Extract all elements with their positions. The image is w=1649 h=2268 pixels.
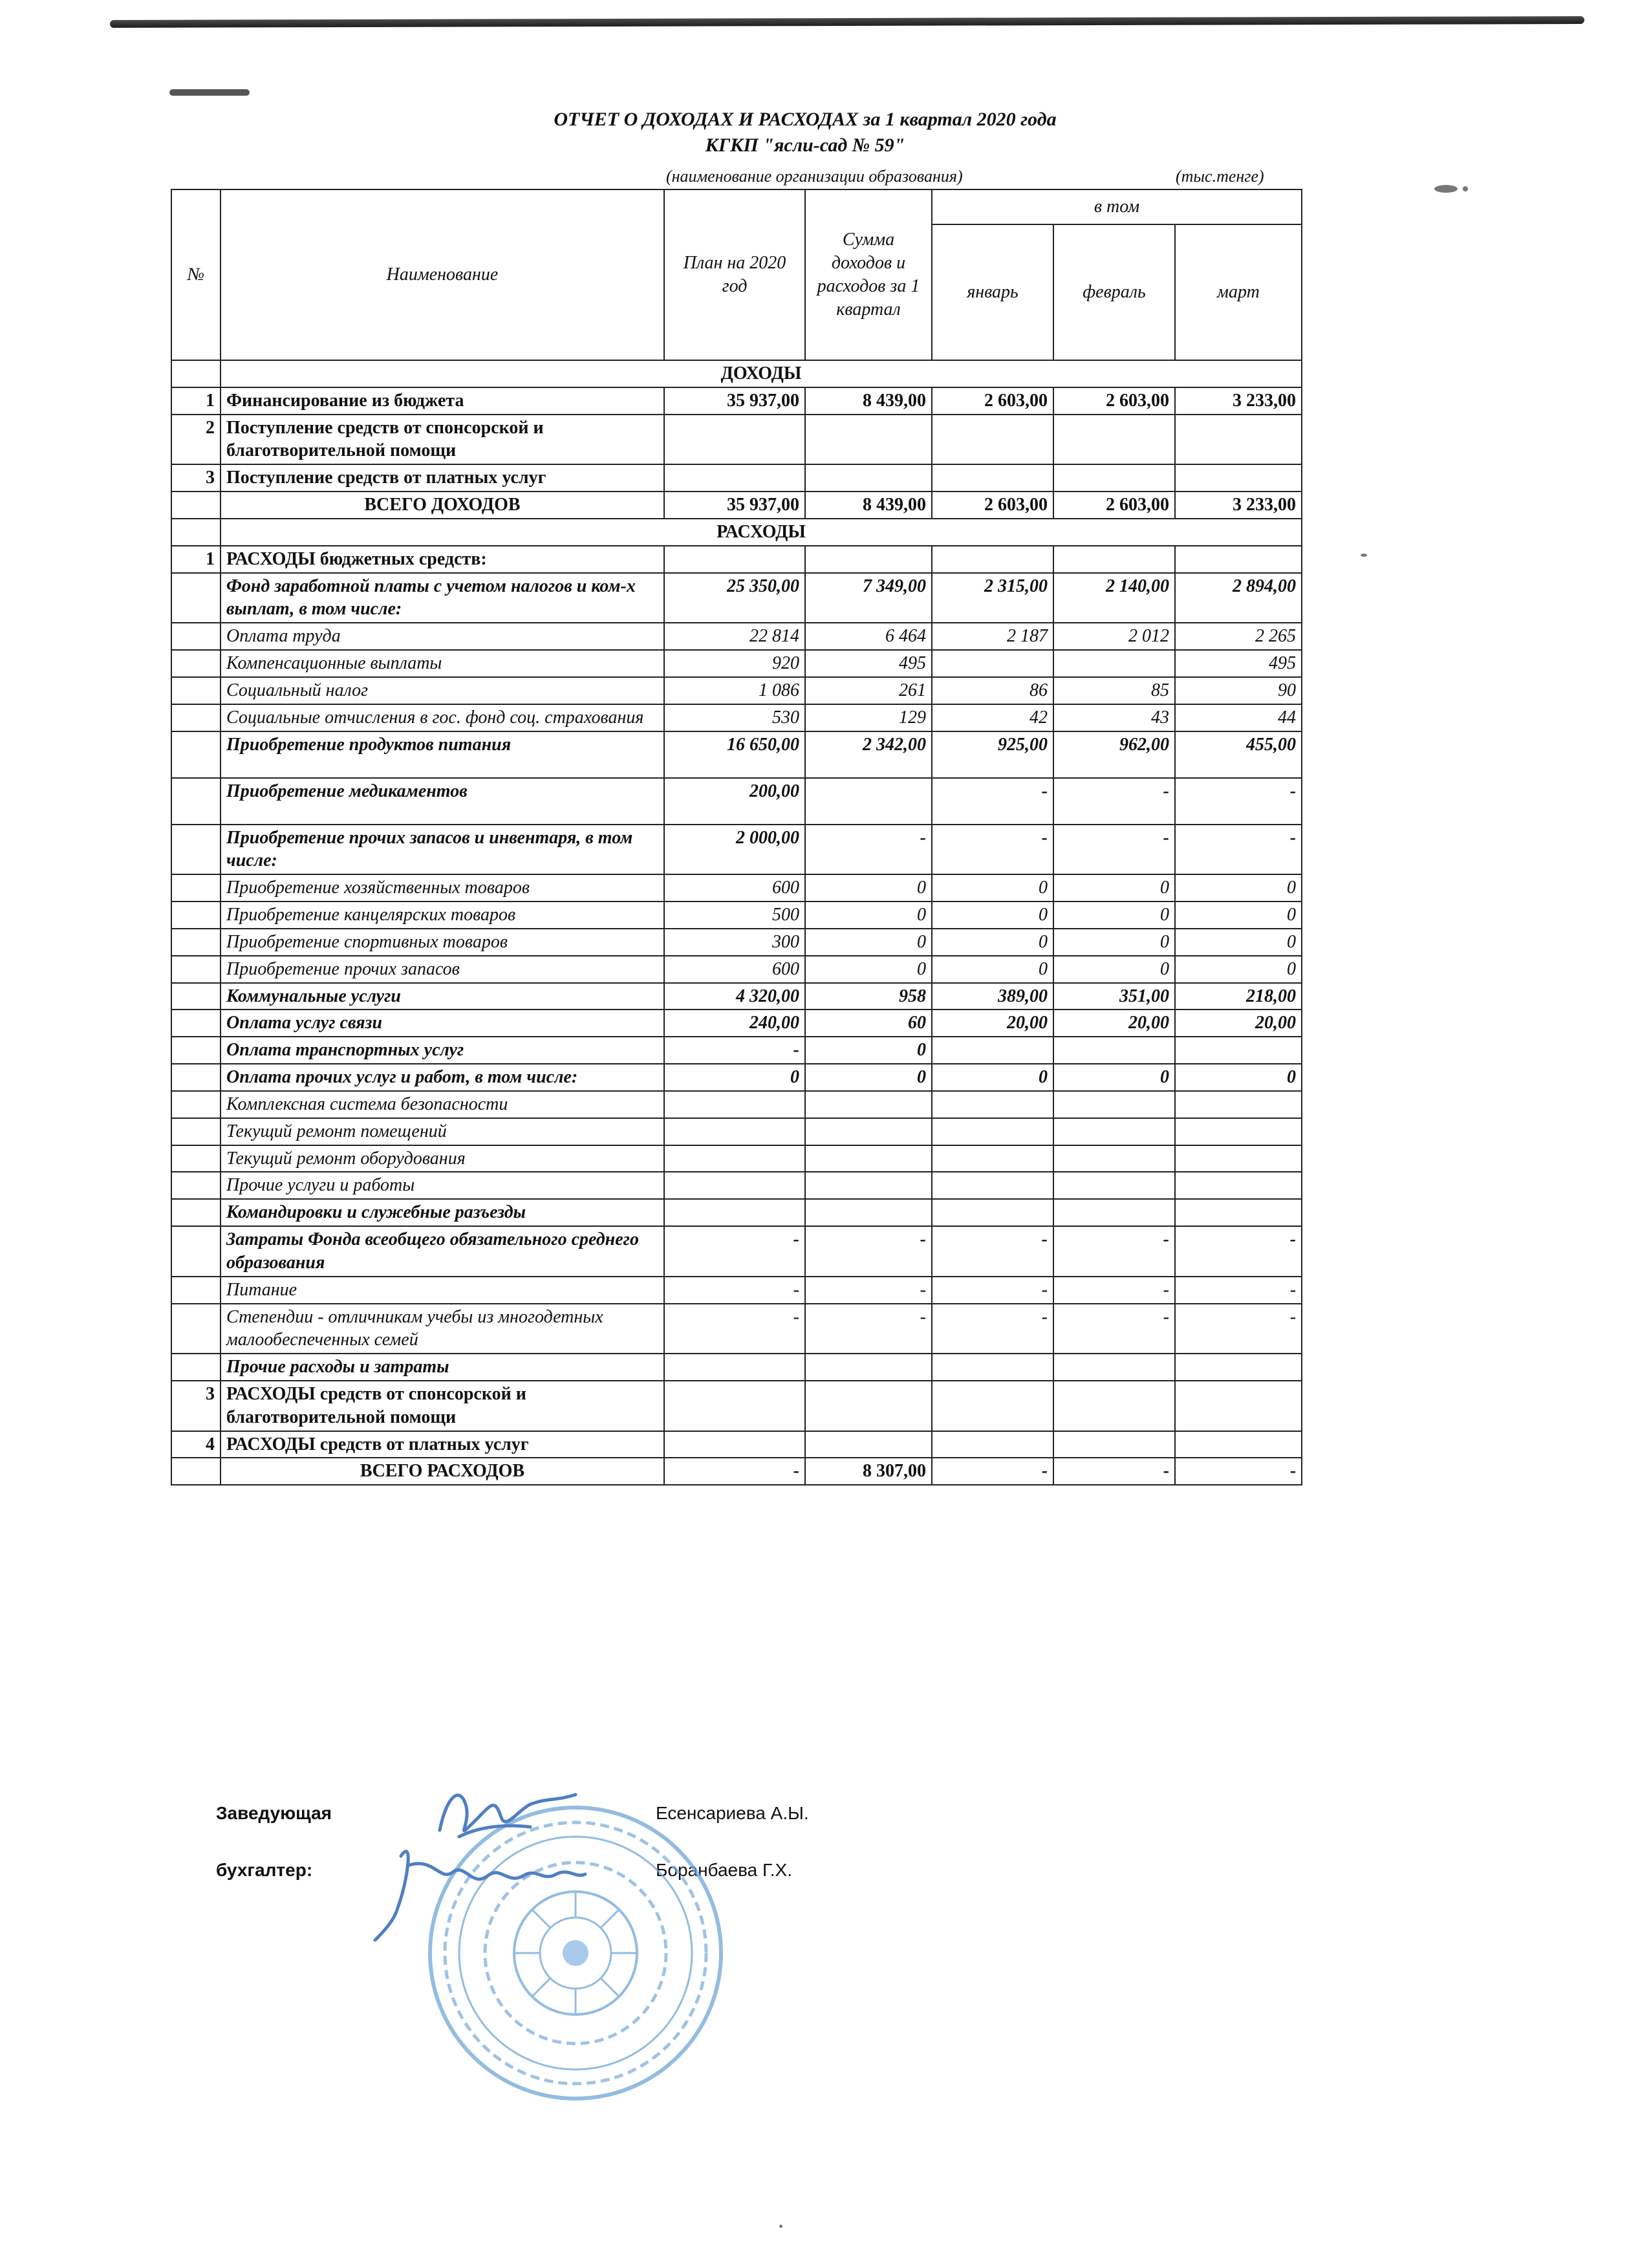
row-name: Степендии - отличникам учебы из многодетных малообеспеченных семей (221, 1304, 664, 1354)
row-name: Оплата транспортных услуг (221, 1037, 664, 1064)
cell-jan (932, 1172, 1053, 1199)
cell-plan (664, 1118, 805, 1145)
cell-feb: 962,00 (1053, 731, 1175, 778)
section-income: ДОХОДЫ (221, 360, 1302, 387)
cell-plan: 0 (664, 1064, 805, 1091)
cell-sum (805, 1431, 932, 1458)
cell-mar: 44 (1175, 704, 1302, 731)
cell-mar (1175, 546, 1302, 573)
cell-sum: 261 (805, 677, 932, 704)
row-name: Прочие расходы и затраты (221, 1354, 664, 1381)
cell-mar (1175, 1145, 1302, 1172)
cell-sum: - (805, 825, 932, 875)
total-feb: - (1053, 1458, 1175, 1485)
section-spacer (171, 360, 221, 387)
income-row (171, 415, 1302, 465)
total-sum: 8 307,00 (805, 1458, 932, 1485)
row-number (171, 778, 221, 825)
row-number (171, 573, 221, 623)
cell-plan (664, 1199, 805, 1226)
row-name: Коммунальные услуги (221, 983, 664, 1010)
cell-jan: 42 (932, 704, 1053, 731)
total-plan: - (664, 1458, 805, 1485)
cell-mar: - (1175, 1277, 1302, 1304)
row-number (171, 1199, 221, 1226)
income-row (171, 387, 1302, 415)
expense-row (171, 1304, 1302, 1354)
row-number (171, 731, 221, 778)
total-label: ВСЕГО РАСХОДОВ (221, 1458, 664, 1485)
row-number (171, 704, 221, 731)
stamp-and-signatures (362, 1759, 737, 2121)
cell-plan (664, 1172, 805, 1199)
cell-feb (1053, 1354, 1175, 1381)
cell-feb (1053, 1431, 1175, 1458)
cell-feb: 2 140,00 (1053, 573, 1175, 623)
total-mar: 3 233,00 (1175, 491, 1302, 519)
cell-plan: - (664, 1304, 805, 1354)
cell-plan: 25 350,00 (664, 573, 805, 623)
cell-mar: 0 (1175, 929, 1302, 956)
cell-plan: 600 (664, 874, 805, 902)
scan-speck (1434, 185, 1458, 193)
cell-mar: 2 265 (1175, 623, 1302, 650)
row-number (171, 623, 221, 650)
row-name: Комплексная система безопасности (221, 1091, 664, 1118)
cell-feb (1053, 650, 1175, 677)
expense-row (171, 1199, 1302, 1226)
header-march: март (1175, 224, 1302, 360)
total-jan: 2 603,00 (932, 491, 1053, 519)
cell-plan: 2 000,00 (664, 825, 805, 875)
cell-jan: 925,00 (932, 731, 1053, 778)
row-number (171, 1145, 221, 1172)
row-number: 1 (171, 387, 221, 415)
section-expenses-row (171, 519, 1302, 546)
cell-sum (805, 1145, 932, 1172)
expense-row (171, 573, 1302, 623)
row-number (171, 902, 221, 929)
head-name: Есенсариева А.Ы. (656, 1803, 809, 1823)
cell-plan: 500 (664, 902, 805, 929)
cell-sum (805, 1199, 932, 1226)
cell-plan: 22 814 (664, 623, 805, 650)
cell-jan: - (932, 1304, 1053, 1354)
cell-sum: 7 349,00 (805, 573, 932, 623)
expense-row (171, 825, 1302, 875)
expense-row (171, 546, 1302, 573)
cell-plan: - (664, 1277, 805, 1304)
cell-plan: 530 (664, 704, 805, 731)
row-name: Поступление средств от спонсорской и благотворительной помощи (221, 415, 664, 465)
cell-jan (932, 1381, 1053, 1431)
accountant-name: Боранбаева Г.Х. (656, 1860, 792, 1880)
cell-plan (664, 415, 805, 465)
header-january: январь (932, 224, 1053, 360)
cell-plan: 600 (664, 956, 805, 983)
cell-jan: 2 315,00 (932, 573, 1053, 623)
row-name: Приобретение канцелярских товаров (221, 902, 664, 929)
expense-row (171, 1277, 1302, 1304)
scan-speck (1463, 186, 1468, 191)
row-number: 3 (171, 464, 221, 491)
expense-row (171, 1118, 1302, 1145)
scan-artifact-mark (169, 89, 250, 96)
row-number (171, 983, 221, 1010)
row-name: Приобретение спортивных товаров (221, 929, 664, 956)
cell-jan: 2 187 (932, 623, 1053, 650)
cell-feb (1053, 546, 1175, 573)
cell-sum: - (805, 1304, 932, 1354)
cell-feb: 0 (1053, 874, 1175, 902)
cell-jan: - (932, 825, 1053, 875)
report-title: ОТЧЕТ О ДОХОДАХ И РАСХОДАХ за 1 квартал 2020 года (554, 109, 1057, 130)
cell-sum (805, 1172, 932, 1199)
cell-feb: - (1053, 1304, 1175, 1354)
cell-plan (664, 1381, 805, 1431)
total-sum: 8 439,00 (805, 491, 932, 519)
cell-sum: 0 (805, 902, 932, 929)
row-name: Приобретение медикаментов (221, 778, 664, 825)
row-name: Оплата прочих услуг и работ, в том числе: (221, 1064, 664, 1091)
cell-mar: 2 894,00 (1175, 573, 1302, 623)
cell-mar: 90 (1175, 677, 1302, 704)
cell-plan: 240,00 (664, 1010, 805, 1037)
cell-mar (1175, 1354, 1302, 1381)
cell-mar: 0 (1175, 1064, 1302, 1091)
accountant-role: бухгалтер: (216, 1860, 313, 1880)
cell-jan: 389,00 (932, 983, 1053, 1010)
row-name: Питание (221, 1277, 664, 1304)
cell-mar: 0 (1175, 874, 1302, 902)
header-number: № (171, 189, 221, 360)
cell-mar (1175, 1118, 1302, 1145)
expense-row (171, 1091, 1302, 1118)
head-role: Заведующая (216, 1803, 332, 1823)
cell-sum: 958 (805, 983, 932, 1010)
expense-row (171, 1145, 1302, 1172)
row-number: 1 (171, 546, 221, 573)
cell-plan (664, 464, 805, 491)
cell-plan: 300 (664, 929, 805, 956)
row-number (171, 1064, 221, 1091)
organization-name: КГКП "ясли-сад № 59" (705, 135, 905, 156)
row-number (171, 956, 221, 983)
signature-head (440, 1795, 576, 1837)
cell-feb: 20,00 (1053, 1010, 1175, 1037)
cell-feb: 0 (1053, 956, 1175, 983)
cell-plan: - (664, 1226, 805, 1277)
row-name: Социальный налог (221, 677, 664, 704)
row-number (171, 1458, 221, 1485)
cell-sum (805, 1091, 932, 1118)
cell-plan: 16 650,00 (664, 731, 805, 778)
cell-sum: 6 464 (805, 623, 932, 650)
row-number (171, 677, 221, 704)
expense-row (171, 1010, 1302, 1037)
cell-feb (1053, 1199, 1175, 1226)
row-name: РАСХОДЫ бюджетных средств: (221, 546, 664, 573)
cell-mar: 218,00 (1175, 983, 1302, 1010)
cell-feb: - (1053, 778, 1175, 825)
cell-mar: - (1175, 1304, 1302, 1354)
cell-jan (932, 1091, 1053, 1118)
cell-plan: 920 (664, 650, 805, 677)
row-number (171, 1354, 221, 1381)
expense-row (171, 1037, 1302, 1064)
header-months-group: в том (932, 189, 1302, 224)
cell-mar (1175, 1199, 1302, 1226)
cell-jan: 0 (932, 956, 1053, 983)
cell-plan (664, 1145, 805, 1172)
cell-feb: 85 (1053, 677, 1175, 704)
cell-plan (664, 546, 805, 573)
header-quarter-sum: Сумма доходов и расходов за 1 квартал (805, 189, 932, 360)
expense-row (171, 1172, 1302, 1199)
income-row (171, 464, 1302, 491)
scan-speck (1361, 554, 1367, 557)
cell-sum: 8 439,00 (805, 387, 932, 415)
expense-row (171, 677, 1302, 704)
row-number (171, 929, 221, 956)
cell-mar: - (1175, 1226, 1302, 1277)
cell-feb: 0 (1053, 1064, 1175, 1091)
row-number (171, 491, 221, 519)
cell-sum: - (805, 1277, 932, 1304)
cell-jan: 0 (932, 1064, 1053, 1091)
row-number: 2 (171, 415, 221, 465)
row-name: Финансирование из бюджета (221, 387, 664, 415)
cell-feb: 0 (1053, 902, 1175, 929)
scan-artifact-line (110, 16, 1584, 28)
cell-feb (1053, 1145, 1175, 1172)
expense-row (171, 929, 1302, 956)
row-name: Приобретение хозяйственных товаров (221, 874, 664, 902)
cell-sum: 0 (805, 1037, 932, 1064)
cell-sum: 0 (805, 1064, 932, 1091)
row-number (171, 650, 221, 677)
cell-feb (1053, 464, 1175, 491)
cell-sum: - (805, 1226, 932, 1277)
total-label: ВСЕГО ДОХОДОВ (221, 491, 664, 519)
cell-sum (805, 778, 932, 825)
total-mar: - (1175, 1458, 1302, 1485)
cell-jan: 2 603,00 (932, 387, 1053, 415)
expense-row (171, 731, 1302, 778)
expense-row (171, 623, 1302, 650)
cell-jan: - (932, 1226, 1053, 1277)
row-name: РАСХОДЫ средств от платных услуг (221, 1431, 664, 1458)
unit-note: (тыс.тенге) (1176, 167, 1264, 186)
expense-row (171, 650, 1302, 677)
cell-mar: - (1175, 778, 1302, 825)
row-number (171, 1304, 221, 1354)
cell-jan: 0 (932, 902, 1053, 929)
cell-mar: 0 (1175, 956, 1302, 983)
row-name: Приобретение прочих запасов (221, 956, 664, 983)
cell-sum: 0 (805, 956, 932, 983)
row-name: Приобретение продуктов питания (221, 731, 664, 778)
cell-plan: 1 086 (664, 677, 805, 704)
row-number: 3 (171, 1381, 221, 1431)
cell-feb (1053, 1118, 1175, 1145)
cell-sum (805, 415, 932, 465)
cell-jan: 0 (932, 874, 1053, 902)
cell-jan: - (932, 778, 1053, 825)
cell-jan (932, 546, 1053, 573)
row-number (171, 874, 221, 902)
row-number (171, 1226, 221, 1277)
total-feb: 2 603,00 (1053, 491, 1175, 519)
cell-jan (932, 1145, 1053, 1172)
cell-feb: 43 (1053, 704, 1175, 731)
cell-jan (932, 1199, 1053, 1226)
expense-row (171, 1064, 1302, 1091)
cell-feb (1053, 1381, 1175, 1431)
row-name: Командировки и служебные разъезды (221, 1199, 664, 1226)
cell-sum: 495 (805, 650, 932, 677)
cell-sum: 2 342,00 (805, 731, 932, 778)
cell-sum: 60 (805, 1010, 932, 1037)
cell-feb: 351,00 (1053, 983, 1175, 1010)
cell-feb: - (1053, 1226, 1175, 1277)
section-expenses: РАСХОДЫ (221, 519, 1302, 546)
header-name: Наименование (221, 189, 664, 360)
row-name: Приобретение прочих запасов и инвентаря, в том числе: (221, 825, 664, 875)
cell-sum (805, 1381, 932, 1431)
cell-jan (932, 650, 1053, 677)
cell-feb (1053, 1037, 1175, 1064)
cell-feb (1053, 415, 1175, 465)
cell-jan (932, 1354, 1053, 1381)
cell-plan: 35 937,00 (664, 387, 805, 415)
cell-plan (664, 1091, 805, 1118)
expense-total-row (171, 1458, 1302, 1485)
cell-sum (805, 546, 932, 573)
row-name: Текущий ремонт оборудования (221, 1145, 664, 1172)
expense-row (171, 778, 1302, 825)
row-name: Компенсационные выплаты (221, 650, 664, 677)
cell-mar (1175, 464, 1302, 491)
cell-plan: 4 320,00 (664, 983, 805, 1010)
expense-row (171, 874, 1302, 902)
row-name: Оплата труда (221, 623, 664, 650)
cell-jan: 86 (932, 677, 1053, 704)
cell-jan: - (932, 1277, 1053, 1304)
cell-mar (1175, 1381, 1302, 1431)
cell-mar: 0 (1175, 902, 1302, 929)
row-number: 4 (171, 1431, 221, 1458)
cell-feb: 2 012 (1053, 623, 1175, 650)
expense-row (171, 983, 1302, 1010)
expense-row (171, 956, 1302, 983)
cell-mar (1175, 1431, 1302, 1458)
cell-plan (664, 1431, 805, 1458)
cell-mar: 455,00 (1175, 731, 1302, 778)
row-number (171, 1091, 221, 1118)
cell-mar (1175, 1037, 1302, 1064)
cell-feb: - (1053, 1277, 1175, 1304)
expense-row (171, 1381, 1302, 1431)
cell-jan (932, 1431, 1053, 1458)
row-name: Социальные отчисления в гос. фонд соц. страхования (221, 704, 664, 731)
cell-feb (1053, 1172, 1175, 1199)
report-table (171, 189, 1302, 1485)
cell-sum (805, 1354, 932, 1381)
cell-jan (932, 1118, 1053, 1145)
cell-mar: 495 (1175, 650, 1302, 677)
cell-jan (932, 415, 1053, 465)
official-stamp (430, 1808, 721, 2099)
income-total-row (171, 491, 1302, 519)
cell-sum: 0 (805, 874, 932, 902)
cell-sum: 0 (805, 929, 932, 956)
cell-jan (932, 464, 1053, 491)
row-number (171, 1010, 221, 1037)
expense-row (171, 704, 1302, 731)
cell-feb: 0 (1053, 929, 1175, 956)
cell-mar: - (1175, 825, 1302, 875)
cell-sum (805, 464, 932, 491)
header-february: февраль (1053, 224, 1175, 360)
row-number (171, 1118, 221, 1145)
section-spacer (171, 519, 221, 546)
cell-jan: 20,00 (932, 1010, 1053, 1037)
row-name: Поступление средств от платных услуг (221, 464, 664, 491)
row-name: Затраты Фонда всеобщего обязательного среднего образования (221, 1226, 664, 1277)
total-jan: - (932, 1458, 1053, 1485)
expense-row (171, 1354, 1302, 1381)
row-name: Фонд заработной платы с учетом налогов и ком-х выплат, в том числе: (221, 573, 664, 623)
cell-feb: - (1053, 825, 1175, 875)
row-number (171, 1277, 221, 1304)
row-number (171, 1172, 221, 1199)
cell-plan: - (664, 1037, 805, 1064)
row-name: РАСХОДЫ средств от спонсорской и благотворительной помощи (221, 1381, 664, 1431)
cell-mar (1175, 1091, 1302, 1118)
cell-feb: 2 603,00 (1053, 387, 1175, 415)
row-name: Прочие услуги и работы (221, 1172, 664, 1199)
cell-plan: 200,00 (664, 778, 805, 825)
cell-sum (805, 1118, 932, 1145)
cell-sum: 129 (805, 704, 932, 731)
cell-mar: 3 233,00 (1175, 387, 1302, 415)
expense-row (171, 1431, 1302, 1458)
row-number (171, 1037, 221, 1064)
cell-feb (1053, 1091, 1175, 1118)
cell-mar (1175, 415, 1302, 465)
expense-row (171, 1226, 1302, 1277)
row-number (171, 825, 221, 875)
cell-mar (1175, 1172, 1302, 1199)
row-name: Оплата услуг связи (221, 1010, 664, 1037)
cell-plan (664, 1354, 805, 1381)
cell-jan: 0 (932, 929, 1053, 956)
row-name: Текущий ремонт помещений (221, 1118, 664, 1145)
total-plan: 35 937,00 (664, 491, 805, 519)
organization-note: (наименование организации образования) (666, 167, 963, 186)
header-plan: План на 2020 год (664, 189, 805, 360)
cell-mar: 20,00 (1175, 1010, 1302, 1037)
cell-jan (932, 1037, 1053, 1064)
expense-row (171, 902, 1302, 929)
scan-speck (779, 2225, 782, 2228)
